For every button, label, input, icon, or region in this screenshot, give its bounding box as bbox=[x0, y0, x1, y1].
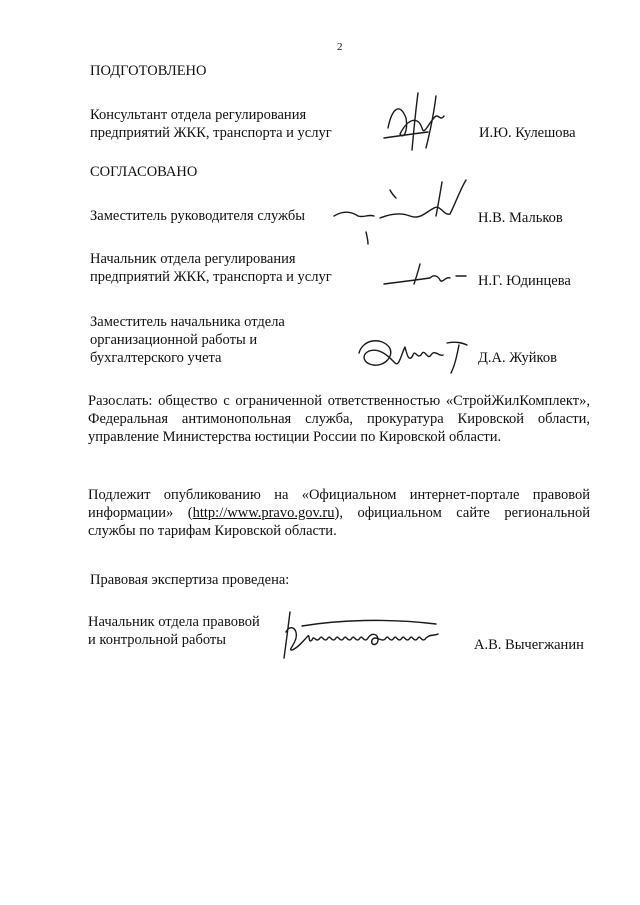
signer-3-name: Д.А. Жуйков bbox=[478, 350, 557, 366]
signature-yudintseva bbox=[380, 258, 470, 298]
legal-review-heading: Правовая экспертиза проведена: bbox=[90, 572, 290, 588]
signer-1-position: Заместитель руководителя службы bbox=[90, 208, 306, 224]
signer-1-name: Н.В. Мальков bbox=[478, 210, 563, 226]
signer-2-name: Н.Г. Юдинцева bbox=[478, 273, 571, 289]
page-number: 2 bbox=[337, 41, 343, 53]
publication-text-after: ), официальном сайте региональной службы по тарифам Кировской области. bbox=[88, 505, 590, 539]
legal-position-line1: Начальник отдела правовой bbox=[88, 614, 260, 630]
prepared-heading: ПОДГОТОВЛЕНО bbox=[90, 63, 207, 79]
pravo-gov-link[interactable]: http://www.pravo.gov.ru bbox=[192, 505, 335, 521]
legal-name: А.В. Вычегжанин bbox=[474, 637, 584, 653]
signature-vychegzhanin bbox=[278, 606, 458, 666]
distribution-paragraph: Разослать: общество с ограниченной ответственностью «СтройЖилКомплект», Федеральная антимонопольная служба, прокуратура Кировской области, управление Министерства юстиции России по Кировской области. bbox=[88, 393, 590, 445]
signature-zhuykov bbox=[355, 333, 475, 378]
signer-3-position-line3: бухгалтерского учета bbox=[90, 350, 222, 366]
signature-kuleshova bbox=[378, 88, 458, 158]
signature-malkov bbox=[330, 172, 480, 252]
agreed-heading: СОГЛАСОВАНО bbox=[90, 164, 198, 180]
prepared-position-line2: предприятий ЖКК, транспорта и услуг bbox=[90, 125, 332, 141]
signer-2-position-line2: предприятий ЖКК, транспорта и услуг bbox=[90, 269, 332, 285]
prepared-position-line1: Консультант отдела регулирования bbox=[90, 107, 307, 123]
signer-2-position-line1: Начальник отдела регулирования bbox=[90, 251, 296, 267]
publication-paragraph bbox=[88, 486, 590, 540]
signer-3-position-line2: организационной работы и bbox=[90, 332, 258, 348]
signer-3-position-line1: Заместитель начальника отдела bbox=[90, 314, 285, 330]
legal-position-line2: и контрольной работы bbox=[88, 632, 226, 648]
prepared-name: И.Ю. Кулешова bbox=[479, 125, 576, 141]
publication-text-before: Подлежит опубликованию на «Официальном интернет-портале правовой информации» ( bbox=[88, 487, 590, 521]
